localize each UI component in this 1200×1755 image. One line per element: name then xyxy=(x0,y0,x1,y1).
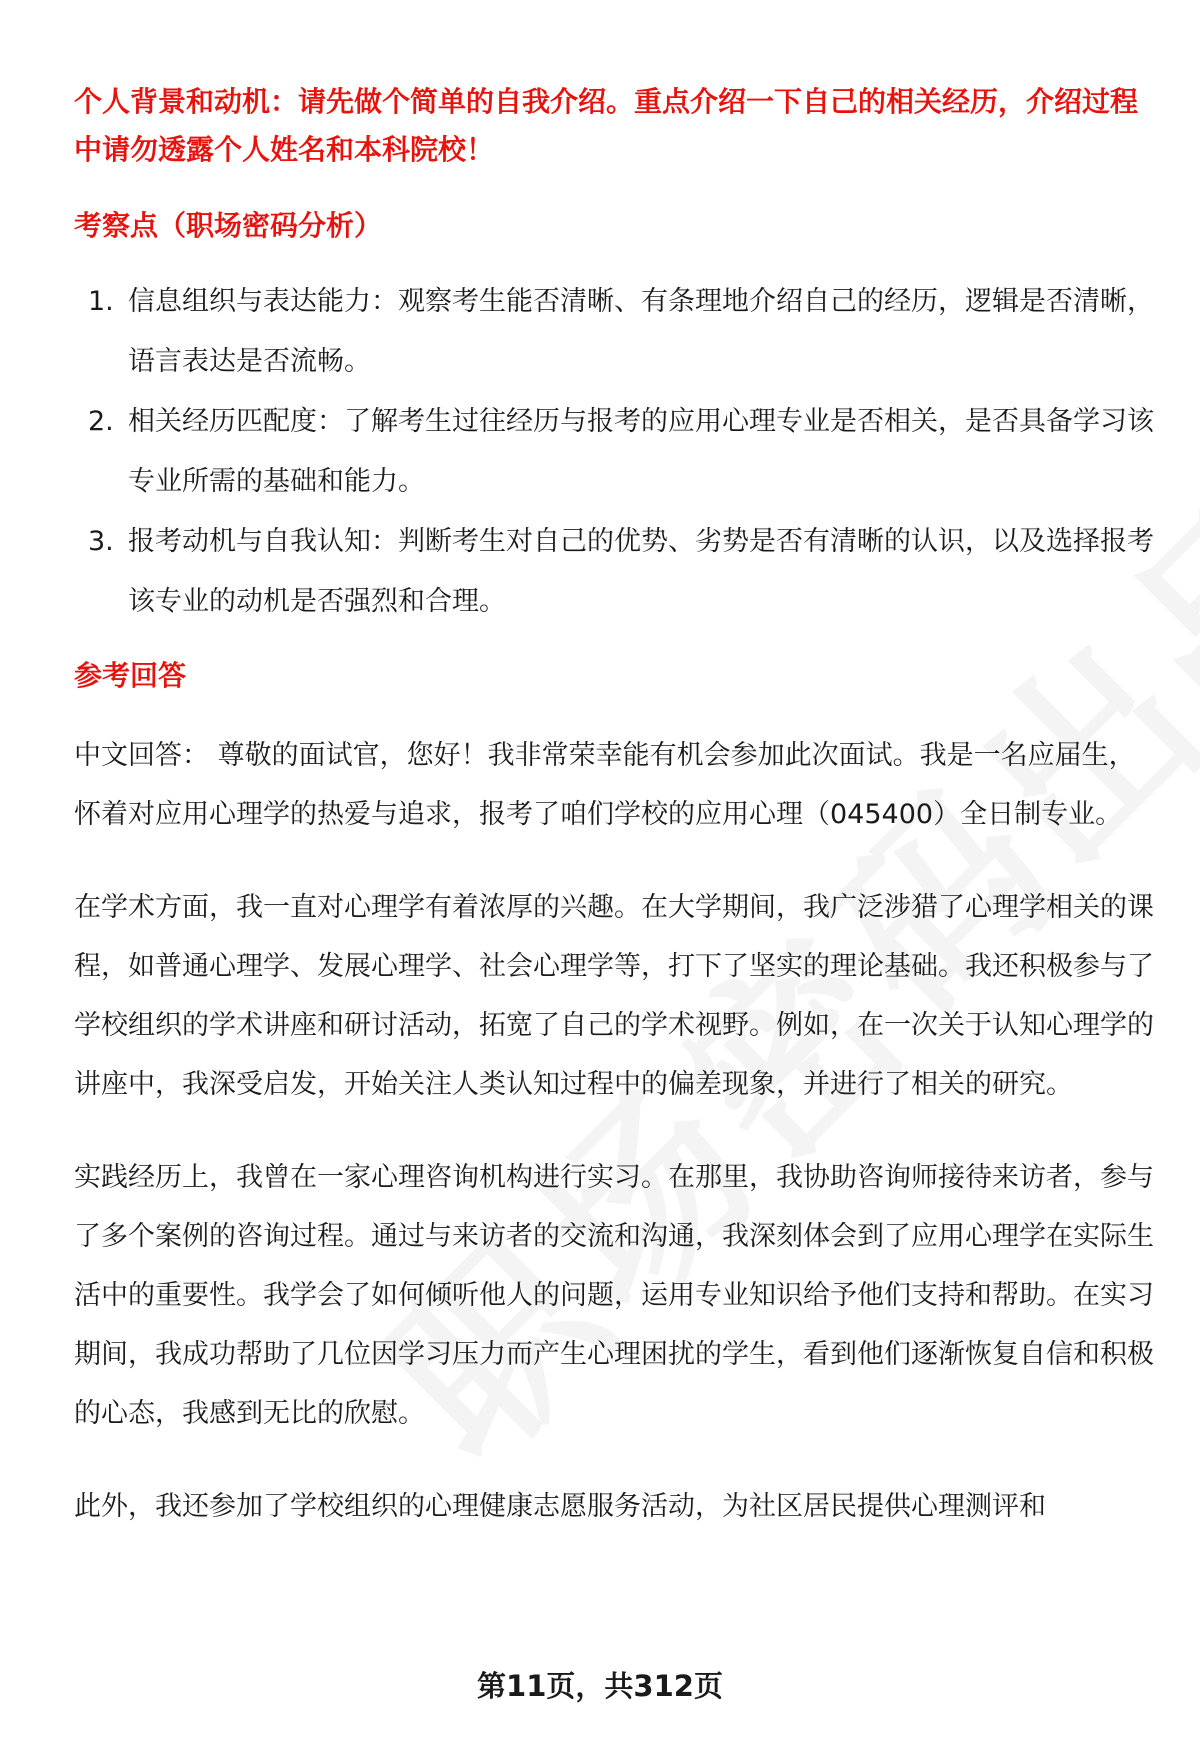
list-item-text: 报考动机与自我认知：判断考生对自己的优势、劣势是否有清晰的认识，以及选择报考该专业的动机是否强烈和合理。 xyxy=(128,526,1154,617)
kaocha-heading: 考察点（职场密码分析） xyxy=(74,209,383,242)
answer-paragraph: 实践经历上，我曾在一家心理咨询机构进行实习。在那里，我协助咨询师接待来访者，参与了多个案例的咨询过程。通过与来访者的交流和沟通，我深刻体会到了应用心理学在实际生活中的重要性。我学会了如何倾听他人的问题，运用专业知识给予他们支持和帮助。在实习期间，我成功帮助了几位因学习压力而产生心理困扰的学生，看到他们逐渐恢复自信和积极的心态，我感到无比的欣慰。 xyxy=(74,1162,1154,1429)
page-footer: 第11页，共312页 xyxy=(477,1669,723,1703)
answer-paragraph: 此外，我还参加了学校组织的心理健康志愿服务活动，为社区居民提供心理测评和 xyxy=(74,1491,1046,1522)
answer-paragraph: 在学术方面，我一直对心理学有着浓厚的兴趣。在大学期间，我广泛涉猎了心理学相关的课程，如普通心理学、发展心理学、社会心理学等，打下了坚实的理论基础。我还积极参与了学校组织的学术讲座和研讨活动，拓宽了自己的学术视野。例如，在一次关于认知心理学的讲座中，我深受启发，开始关注人类认知过程中的偏差现象，并进行了相关的研究。 xyxy=(74,892,1154,1100)
list-item xyxy=(74,512,1154,632)
answer-heading: 参考回答 xyxy=(74,659,187,692)
list-item xyxy=(74,392,1154,512)
kaocha-list xyxy=(74,272,1154,632)
list-item-text: 相关经历匹配度：了解考生过往经历与报考的应用心理专业是否相关，是否具备学习该专业所需的基础和能力。 xyxy=(128,406,1154,497)
document-page xyxy=(74,78,1154,1536)
question-text: 个人背景和动机：请先做个简单的自我介绍。重点介绍一下自己的相关经历，介绍过程中请勿透露个人姓名和本科院校！ xyxy=(74,85,1139,166)
list-number: 1. xyxy=(88,286,114,317)
list-item-text: 信息组织与表达能力：观察考生能否清晰、有条理地介绍自己的经历，逻辑是否清晰，语言表达是否流畅。 xyxy=(128,286,1154,377)
list-number: 2. xyxy=(88,406,114,437)
list-number: 3. xyxy=(88,526,114,557)
answer-paragraph: 中文回答： 尊敬的面试官，您好！我非常荣幸能有机会参加此次面试。我是一名应届生，怀着对应用心理学的热爱与追求，报考了咱们学校的应用心理（045400）全日制专业。 xyxy=(74,740,1136,830)
list-item xyxy=(74,272,1154,392)
